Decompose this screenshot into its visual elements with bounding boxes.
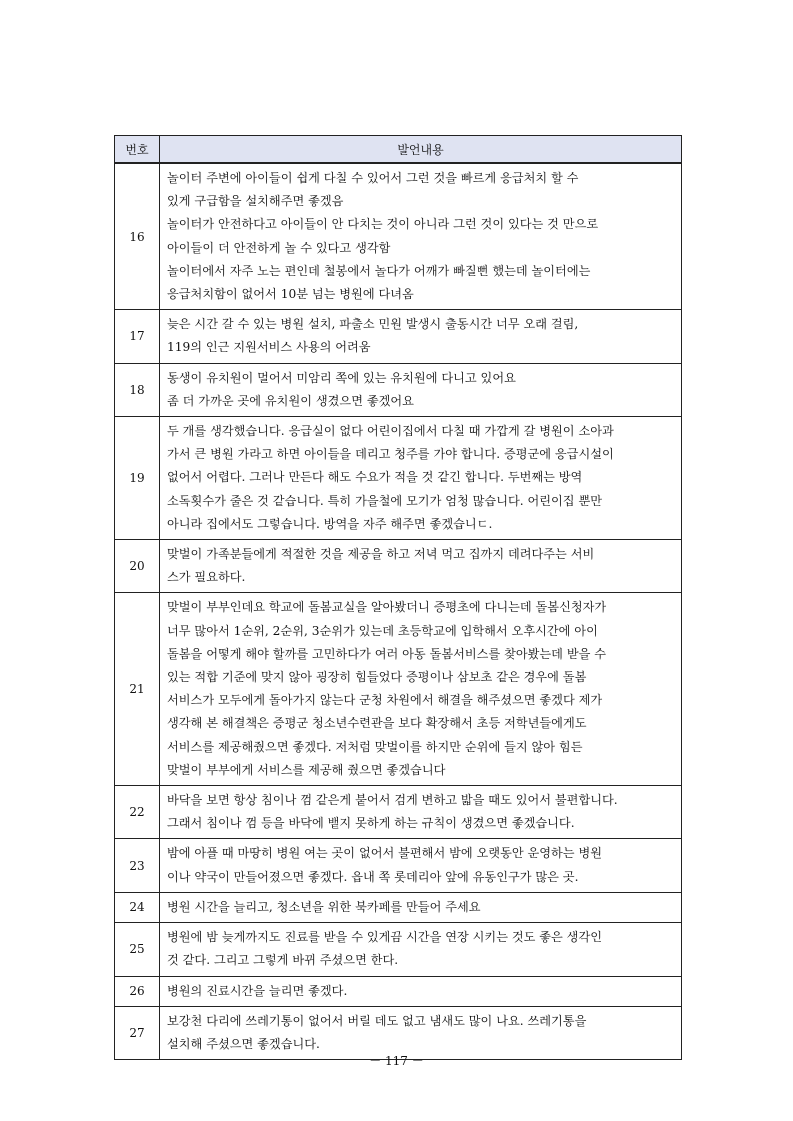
content-line: 그래서 침이나 껌 등을 바닥에 뱉지 못하게 하는 규칙이 생겼으면 좋겠습니다. bbox=[167, 816, 575, 831]
table-row bbox=[115, 310, 682, 363]
content-line: 가서 큰 병원 가라고 하면 아이들을 데리고 청주를 가야 합니다. 증평군에 응급시설이 bbox=[167, 447, 614, 462]
content-line: 맞벌이 부부인데요 학교에 돌봄교실을 알아봤더니 증평초에 다니는데 돌봄신청자가 bbox=[167, 600, 607, 615]
content-line: 병원의 진료시간을 늘리면 좋겠다. bbox=[167, 983, 348, 998]
row-number: 27 bbox=[115, 1006, 160, 1059]
row-number: 22 bbox=[115, 786, 160, 839]
content-line: 119의 인근 지원서비스 사용의 어려움 bbox=[167, 340, 371, 355]
row-number: 26 bbox=[115, 976, 160, 1006]
content-line: 아니라 집에서도 그렇습니다. 방역을 자주 해주면 좋겠습니ㄷ. bbox=[167, 516, 493, 531]
content-line: 두 개를 생각했습니다. 응급실이 없다 어린이집에서 다칠 때 가깝게 갈 병원이 소아과 bbox=[167, 424, 614, 439]
table-row bbox=[115, 540, 682, 593]
row-content bbox=[160, 839, 682, 892]
content-line: 아이들이 더 안전하게 놀 수 있다고 생각함 bbox=[167, 240, 391, 255]
table-row bbox=[115, 976, 682, 1006]
row-number: 25 bbox=[115, 923, 160, 976]
row-number: 21 bbox=[115, 593, 160, 786]
content-line: 놀이터에서 자주 노는 편인데 철봉에서 놀다가 어깨가 빠질뻔 했는데 놀이터에는 bbox=[167, 263, 591, 278]
row-content bbox=[160, 310, 682, 363]
table-header-row bbox=[115, 136, 682, 164]
table-row bbox=[115, 839, 682, 892]
content-line: 맞벌이 가족분들에게 적절한 것을 제공을 하고 저녁 먹고 집까지 데려다주는 서비 bbox=[167, 547, 595, 562]
content-line: 스가 필요하다. bbox=[167, 570, 246, 585]
table-row bbox=[115, 163, 682, 310]
table-row bbox=[115, 892, 682, 922]
table-body bbox=[115, 163, 682, 1060]
content-line: 있게 구급함을 설치해주면 좋겠음 bbox=[167, 194, 344, 209]
row-content bbox=[160, 976, 682, 1006]
row-content bbox=[160, 892, 682, 922]
content-line: 서비스가 모두에게 돌아가지 않는다 군청 차원에서 해결을 해주셨으면 좋겠다 제가 bbox=[167, 693, 603, 708]
content-line: 밤에 아플 때 마땅히 병원 여는 곳이 없어서 불편해서 밤에 오랫동안 운영하는 병원 bbox=[167, 846, 603, 861]
row-content bbox=[160, 540, 682, 593]
row-content bbox=[160, 163, 682, 310]
row-content bbox=[160, 786, 682, 839]
content-line: 있는 적합 기준에 맞지 않아 굉장히 힘들었다 증평이나 삼보초 같은 경우에 돌봄 bbox=[167, 670, 587, 685]
content-line: 병원에 밤 늦게까지도 진료를 받을 수 있게끔 시간을 연장 시키는 것도 좋은 생각인 bbox=[167, 930, 603, 945]
content-line: 서비스를 제공해줬으면 좋겠다. 저처럼 맞벌이를 하지만 순위에 들지 않아 힘든 bbox=[167, 739, 583, 754]
table-row bbox=[115, 363, 682, 416]
table-row bbox=[115, 923, 682, 976]
row-content bbox=[160, 923, 682, 976]
content-line: 이나 약국이 만들어졌으면 좋겠다. 읍내 쪽 롯데리아 앞에 유동인구가 많은 곳. bbox=[167, 869, 579, 884]
table-row bbox=[115, 593, 682, 786]
table-row bbox=[115, 417, 682, 540]
row-number: 16 bbox=[115, 163, 160, 310]
content-line: 돌봄을 어떻게 해야 할까를 고민하다가 여러 아동 돌봄서비스를 찾아봤는데 받을 수 bbox=[167, 646, 607, 661]
statement-table bbox=[114, 135, 682, 1060]
content-line: 너무 많아서 1순위, 2순위, 3순위가 있는데 초등학교에 입학해서 오후시간에 아이 bbox=[167, 623, 598, 638]
content-line: 좀 더 가까운 곳에 유치원이 생겼으면 좋겠어요 bbox=[167, 393, 414, 408]
content-line: 바닥을 보면 항상 침이나 껌 같은게 붙어서 검게 변하고 밟을 때도 있어서 불편합니다. bbox=[167, 793, 618, 808]
content-line: 보강천 다리에 쓰레기통이 없어서 버릴 데도 없고 냄새도 많이 나요. 쓰레기통을 bbox=[167, 1013, 587, 1028]
row-content bbox=[160, 363, 682, 416]
row-number: 17 bbox=[115, 310, 160, 363]
content-line: 설치해 주셨으면 좋겠습니다. bbox=[167, 1036, 320, 1051]
row-content bbox=[160, 593, 682, 786]
content-line: 응급처치함이 없어서 10분 넘는 병원에 다녀옴 bbox=[167, 287, 414, 302]
content-line: 맞벌이 부부에게 서비스를 제공해 줬으면 좋겠습니다 bbox=[167, 762, 446, 777]
content-line: 소독횟수가 줄은 것 같습니다. 특히 가을철에 모기가 엄청 많습니다. 어린이집 뿐만 bbox=[167, 493, 603, 508]
row-number: 18 bbox=[115, 363, 160, 416]
content-line: 늦은 시간 갈 수 있는 병원 설치, 파출소 민원 발생시 출동시간 너무 오래 걸림, bbox=[167, 317, 579, 332]
row-number: 23 bbox=[115, 839, 160, 892]
statement-table-container bbox=[114, 135, 681, 1060]
page-number: － 117 － bbox=[369, 1054, 424, 1068]
content-line: 없어서 어렵다. 그러나 만든다 해도 수요가 적을 것 같긴 합니다. 두번째는 방역 bbox=[167, 470, 583, 485]
header-content: 발언내용 bbox=[160, 136, 682, 164]
content-line: 동생이 유치원이 멀어서 미암리 쪽에 있는 유치원에 다니고 있어요 bbox=[167, 370, 516, 385]
row-number: 24 bbox=[115, 892, 160, 922]
content-line: 병원 시간을 늘리고, 청소년을 위한 북카페를 만들어 주세요 bbox=[167, 899, 481, 914]
row-number: 20 bbox=[115, 540, 160, 593]
row-content bbox=[160, 417, 682, 540]
table-row bbox=[115, 786, 682, 839]
content-line: 것 같다. 그리고 그렇게 바뀌 주셨으면 한다. bbox=[167, 953, 399, 968]
content-line: 놀이터 주변에 아이들이 쉽게 다칠 수 있어서 그런 것을 빠르게 응급처치 할 수 bbox=[167, 171, 579, 185]
content-line: 놀이터가 안전하다고 아이들이 안 다치는 것이 아니라 그런 것이 있다는 것 만으로 bbox=[167, 217, 599, 232]
row-number: 19 bbox=[115, 417, 160, 540]
content-line: 생각해 본 해결책은 증평군 청소년수련관을 보다 확장해서 초등 저학년들에게도 bbox=[167, 716, 587, 731]
header-number: 번호 bbox=[115, 136, 160, 164]
